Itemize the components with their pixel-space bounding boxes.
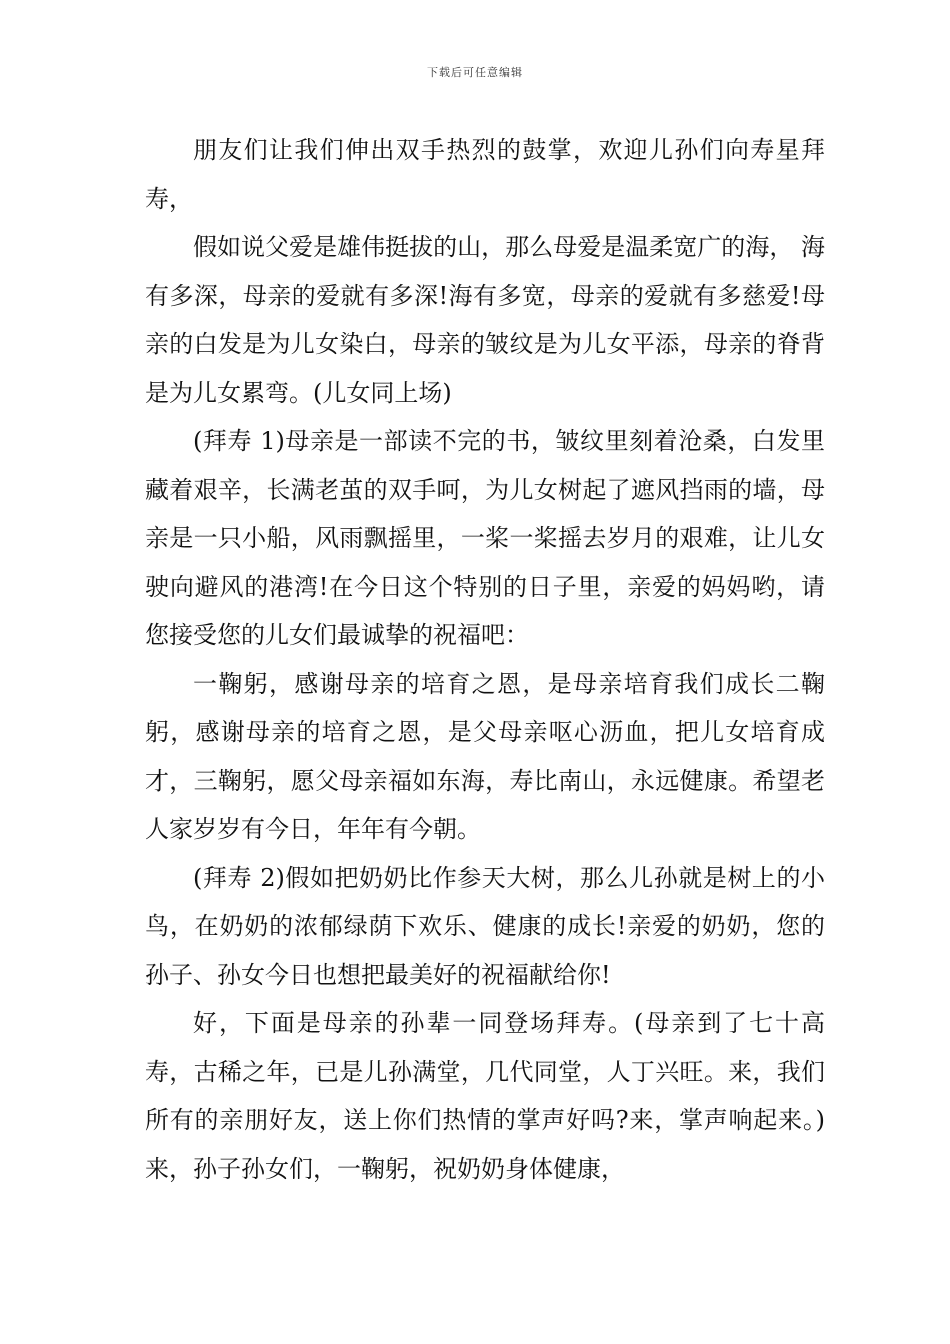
paragraph-6: 好，下面是母亲的孙辈一同登场拜寿。(母亲到了七十高寿，古稀之年，已是儿孙满堂，几代同堂，人丁兴旺。来，我们所有的亲朋好友，送上你们热情的掌声好吗?来，掌声响起来。)来，孙子孙女们，一鞠躬，祝奶奶身体健康， [145,1009,825,1183]
paragraph-1: 朋友们让我们伸出双手热烈的鼓掌，欢迎儿孙们向寿星拜寿， [145,136,825,213]
paragraph-3: (拜寿 1)母亲是一部读不完的书，皱纹里刻着沧桑，白发里藏着艰辛，长满老茧的双手呵，为儿女树起了遮风挡雨的墙，母亲是一只小船，风雨飘摇里，一桨一桨摇去岁月的艰难，让儿女驶向避风的港湾!在今日这个特别的日子里，亲爱的妈妈哟，请您接受您的儿女们最诚挚的祝福吧： [145,427,825,649]
page-header: 下载后可任意编辑 [427,66,523,79]
paragraph-4: 一鞠躬，感谢母亲的培育之恩，是母亲培育我们成长二鞠躬，感谢母亲的培育之恩，是父母亲呕心沥血，把儿女培育成才，三鞠躬，愿父母亲福如东海，寿比南山，永远健康。希望老人家岁岁有今日，年年有今朝。 [145,669,825,843]
paragraph-5: (拜寿 2)假如把奶奶比作参天大树，那么儿孙就是树上的小鸟，在奶奶的浓郁绿荫下欢乐、健康的成长!亲爱的奶奶，您的孙子、孙女今日也想把最美好的祝福献给你! [145,863,825,989]
paragraph-2: 假如说父爱是雄伟挺拔的山，那么母爱是温柔宽广的海， 海有多深，母亲的爱就有多深!海有多宽，母亲的爱就有多慈爱!母亲的白发是为儿女染白，母亲的皱纹是为儿女平添，母亲的脊背是为儿女累弯。(儿女同上场) [145,233,825,407]
document-body [145,126,825,1193]
